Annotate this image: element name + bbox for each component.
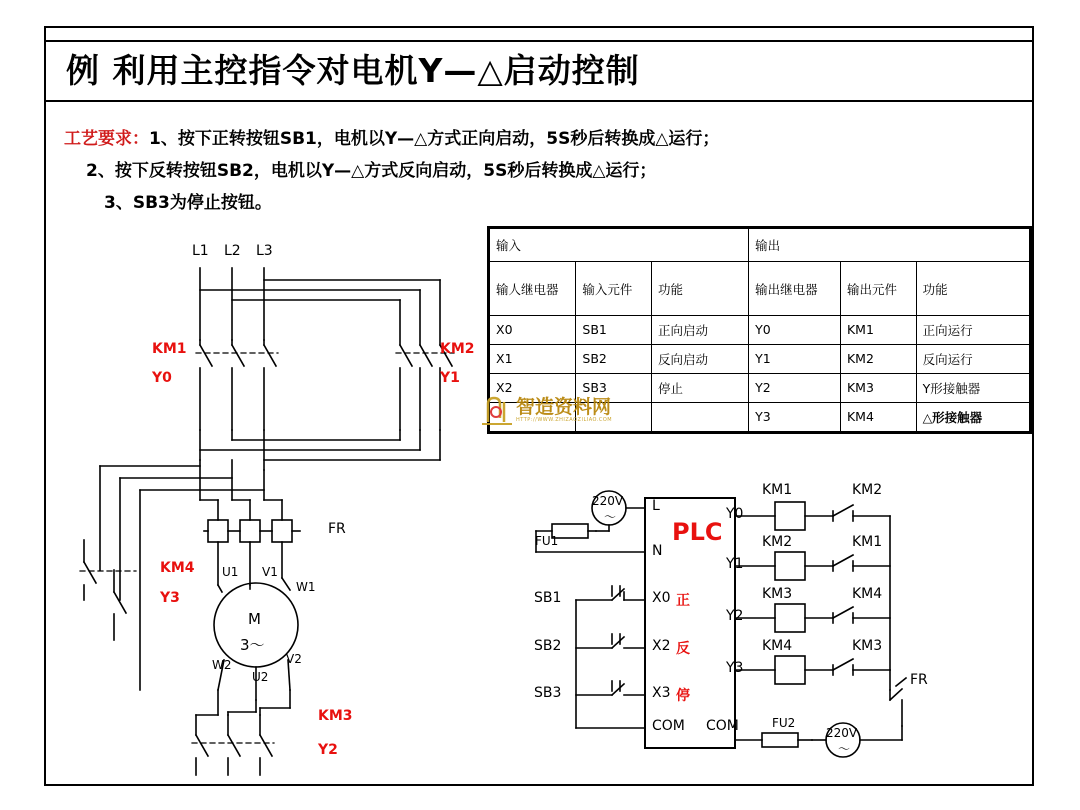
cell-r2c4: KM3 <box>840 373 916 402</box>
label-km3: KM3 <box>318 708 353 724</box>
label-x2-mark: 反 <box>676 641 690 657</box>
label-terminal-y2: Y2 <box>726 608 744 624</box>
cell-r2c3: Y2 <box>749 373 841 402</box>
label-plc-l: L <box>652 498 660 514</box>
col-header-2: 功能 <box>651 262 748 316</box>
cell-r0c2: 正向启动 <box>651 315 748 344</box>
label-y2: Y2 <box>318 742 338 758</box>
label-km2: KM2 <box>440 341 475 357</box>
label-contact-km3: KM3 <box>852 638 883 654</box>
group-header-input: 输入 <box>490 229 749 262</box>
label-contact-km2: KM2 <box>852 482 883 498</box>
cell-r2c2: 停止 <box>651 373 748 402</box>
label-fr-power: FR <box>328 521 346 537</box>
cell-r1c1: SB2 <box>576 344 652 373</box>
watermark-subtext: HTTP://WWW.ZHIZAOZILIAO.COM <box>516 417 613 423</box>
label-fu2: FU2 <box>772 716 796 730</box>
requirement-text-2: 2、按下反转按钮SB2，电机以Y—△方式反向启动，5S秒后转换成△运行； <box>86 161 657 181</box>
label-km1: KM1 <box>152 341 187 357</box>
cell-r2c5: Y形接触器 <box>916 373 1029 402</box>
label-phase-l1: L1 <box>192 243 209 259</box>
label-terminal-y3: Y3 <box>726 660 744 676</box>
label-motor-m: M <box>248 610 261 628</box>
label-x0-mark: 正 <box>676 593 690 609</box>
cell-r2c1: SB3 <box>576 373 652 402</box>
label-source-bottom: 220V <box>826 726 858 740</box>
label-source-top-symbol: ～ <box>604 510 617 524</box>
label-source-bottom-symbol: ～ <box>838 742 851 756</box>
label-x3-mark: 停 <box>676 688 690 704</box>
label-sb2: SB2 <box>534 638 562 654</box>
label-phase-l2: L2 <box>224 243 241 259</box>
label-y3: Y3 <box>160 590 180 606</box>
label-terminal-w2: W2 <box>212 658 232 672</box>
label-km4: KM4 <box>160 560 195 576</box>
label-terminal-y1: Y1 <box>726 556 744 572</box>
label-terminal-v2: V2 <box>286 652 302 666</box>
label-coil-km1: KM1 <box>762 482 793 498</box>
label-com-right: COM <box>706 718 739 734</box>
label-fu1: FU1 <box>535 534 559 548</box>
cell-r2c0: X2 <box>490 373 576 402</box>
col-header-3: 输出继电器 <box>749 262 841 316</box>
label-contact-km4: KM4 <box>852 586 883 602</box>
page-title: 例 利用主控指令对电机Y—△启动控制 <box>66 51 640 90</box>
label-sb1: SB1 <box>534 590 562 606</box>
label-phase-l3: L3 <box>256 243 273 259</box>
cell-r3c4: KM4 <box>840 402 916 431</box>
label-source-top: 220V <box>592 494 624 508</box>
cell-r0c1: SB1 <box>576 315 652 344</box>
label-contact-km1: KM1 <box>852 534 883 550</box>
label-plc: PLC <box>672 518 723 546</box>
cell-r3c3: Y3 <box>749 402 841 431</box>
label-terminal-y0: Y0 <box>726 506 744 522</box>
cell-r1c0: X1 <box>490 344 576 373</box>
col-header-0: 输人继电器 <box>490 262 576 316</box>
label-coil-km3: KM3 <box>762 586 793 602</box>
requirement-label: 工艺要求： <box>64 129 149 149</box>
watermark-text: 智造资料网 <box>516 396 612 418</box>
label-fr-plc: FR <box>910 672 928 688</box>
group-header-output: 输出 <box>749 229 1030 262</box>
cell-r1c3: Y1 <box>749 344 841 373</box>
requirement-text-3: 3、SB3为停止按钮。 <box>104 193 272 213</box>
label-terminal-x2: X2 <box>652 638 671 654</box>
cell-r1c4: KM2 <box>840 344 916 373</box>
label-y1: Y1 <box>440 370 460 386</box>
cell-r0c0: X0 <box>490 315 576 344</box>
label-terminal-x0: X0 <box>652 590 671 606</box>
label-terminal-v1: V1 <box>262 565 278 579</box>
cell-r0c5: 正向运行 <box>916 315 1029 344</box>
label-terminal-u1: U1 <box>222 565 239 579</box>
label-coil-km2: KM2 <box>762 534 793 550</box>
label-terminal-w1: W1 <box>296 580 316 594</box>
col-header-4: 输出元件 <box>840 262 916 316</box>
cell-r0c3: Y0 <box>749 315 841 344</box>
label-motor-phase: 3～ <box>240 636 265 654</box>
label-terminal-x3: X3 <box>652 685 671 701</box>
cell-r1c5: 反向运行 <box>916 344 1029 373</box>
col-header-1: 输入元件 <box>576 262 652 316</box>
label-coil-km4: KM4 <box>762 638 793 654</box>
cell-r0c4: KM1 <box>840 315 916 344</box>
cell-r3c5: △形接触器 <box>916 402 1029 431</box>
requirement-text-1: 1、按下正转按钮SB1，电机以Y—△方式正向启动，5S秒后转换成△运行； <box>149 129 720 149</box>
label-terminal-u2: U2 <box>252 670 269 684</box>
label-y0: Y0 <box>152 370 172 386</box>
cell-r1c2: 反向启动 <box>651 344 748 373</box>
col-header-5: 功能 <box>916 262 1029 316</box>
label-plc-n: N <box>652 543 663 559</box>
label-sb3: SB3 <box>534 685 562 701</box>
label-com-left: COM <box>652 718 685 734</box>
